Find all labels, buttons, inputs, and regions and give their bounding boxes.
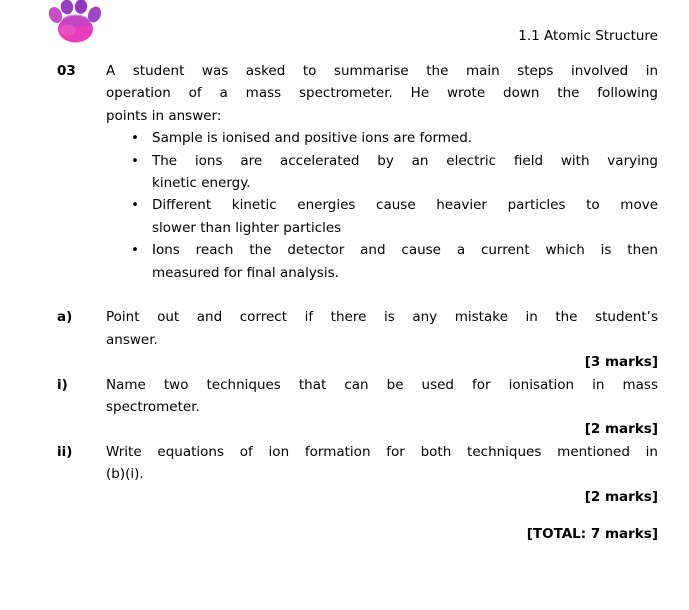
question-intro-row [57, 60, 658, 127]
question-intro [106, 60, 658, 127]
text-line: points in answer: [106, 107, 222, 124]
paw-pad-highlight [60, 25, 76, 36]
question-part [57, 306, 658, 373]
text-line: slower than lighter particles [152, 219, 342, 236]
bullet-icon: • [131, 130, 139, 147]
part-text [106, 306, 658, 373]
bullet-text [152, 127, 658, 149]
text-line: operation of a mass spectrometer. He wrote down the following [106, 85, 658, 102]
bullet-icon: • [131, 152, 139, 169]
question-part [57, 441, 658, 508]
bullet-item [106, 194, 658, 239]
text-line: (b)(i). [106, 466, 144, 483]
bullet-list-row [57, 127, 658, 284]
part-label: i) [57, 376, 68, 393]
text-line: spectrometer. [106, 399, 200, 416]
paw-print-logo [48, 0, 105, 43]
text-line: answer. [106, 331, 158, 348]
text-line: Sample is ionised and positive ions are formed. [152, 130, 473, 147]
question-number: 03 [57, 63, 76, 79]
text-line: measured for final analysis. [152, 264, 339, 281]
text-line: Different kinetic energies cause heavier particles to move [152, 197, 658, 214]
bullet-icon: • [131, 197, 139, 214]
text-line: Point out and correct if there is any mistake in the student’s [106, 309, 658, 326]
bullet-text [152, 194, 658, 239]
marks-label: [2 marks] [584, 421, 658, 438]
text-line: The ions are accelerated by an electric field with varying [152, 152, 658, 169]
bullet-item [106, 127, 658, 149]
paw-toe-top-right [74, 0, 88, 15]
text-line: kinetic energy. [152, 175, 251, 192]
bullet-item [106, 239, 658, 284]
marks-label: [3 marks] [584, 354, 658, 371]
part-label: a) [57, 309, 73, 326]
text-line: Write equations of ion formation for both techniques mentioned in [106, 443, 658, 460]
text-line: A student was asked to summarise the main steps involved in [106, 63, 658, 79]
question-part [57, 374, 658, 441]
part-label: ii) [57, 443, 73, 460]
section-header: 1.1 Atomic Structure [518, 28, 658, 44]
bullet-text [152, 150, 658, 195]
text-line: Ions reach the detector and cause a current which is then [152, 242, 658, 259]
question-block [57, 60, 658, 546]
bullet-text [152, 239, 658, 284]
total-marks: [TOTAL: 7 marks] [526, 526, 658, 543]
bullet-item [106, 150, 658, 195]
bullet-list [106, 127, 658, 284]
part-text [106, 374, 658, 441]
bullet-icon: • [131, 242, 139, 259]
part-text [106, 441, 658, 508]
marks-label: [2 marks] [584, 488, 658, 505]
paw-toe-top-left [60, 0, 74, 15]
text-line: Name two techniques that can be used for ionisation in mass [106, 376, 658, 393]
